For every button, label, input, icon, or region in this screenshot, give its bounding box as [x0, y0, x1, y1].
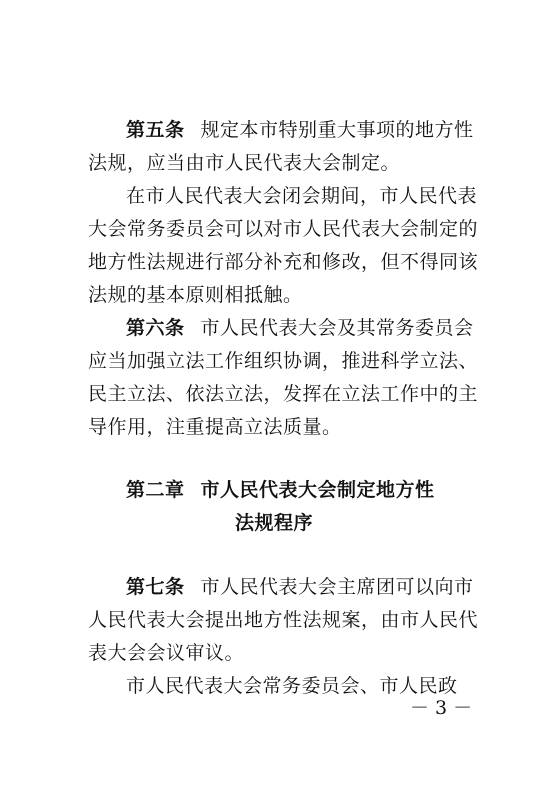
article-7-line-1 — [126, 575, 508, 599]
article-5-para2-line-1: 在市人民代表大会闭会期间，市人民代表 — [126, 185, 478, 207]
article-5-text: 规定本市特别重大事项的地方性 — [200, 119, 474, 141]
article-5-line-2: 法规，应当由市人民代表大会制定。 — [88, 152, 401, 174]
article-5-heading: 第五条 — [126, 119, 185, 141]
chapter-2-heading — [126, 478, 435, 502]
article-5-line-1 — [126, 118, 508, 142]
article-7-text: 市人民代表大会主席团可以向市 — [200, 576, 474, 598]
article-6-line-1 — [126, 316, 508, 340]
article-7-line-3: 表大会会议审议。 — [88, 642, 245, 664]
article-7-para2-line-1: 市人民代表大会常务委员会、市人民政 — [126, 675, 458, 697]
article-6-text: 市人民代表大会及其常务委员会 — [200, 317, 474, 339]
article-6-line-2: 应当加强立法工作组织协调，推进科学立法、 — [88, 350, 479, 372]
article-5-para2-line-4: 法规的基本原则相抵触。 — [88, 284, 303, 306]
page-number: － 3 － — [410, 697, 473, 719]
article-5-para2-line-3: 地方性法规进行部分补充和修改，但不得同该 — [88, 251, 479, 273]
article-6-line-3: 民主立法、依法立法，发挥在立法工作中的主 — [88, 383, 479, 405]
chapter-2-number: 第二章 — [126, 479, 185, 501]
article-6-heading: 第六条 — [126, 317, 185, 339]
article-7-line-2: 人民代表大会提出地方性法规案，由市人民代 — [88, 609, 479, 631]
article-6-line-4: 导作用，注重提高立法质量。 — [88, 416, 342, 438]
chapter-2-title-line-1: 市人民代表大会制定地方性 — [200, 479, 435, 501]
chapter-2-title-line-2: 法规程序 — [235, 512, 314, 534]
article-5-para2-line-2: 大会常务委员会可以对市人民代表大会制定的 — [88, 218, 479, 240]
article-7-heading: 第七条 — [126, 576, 185, 598]
